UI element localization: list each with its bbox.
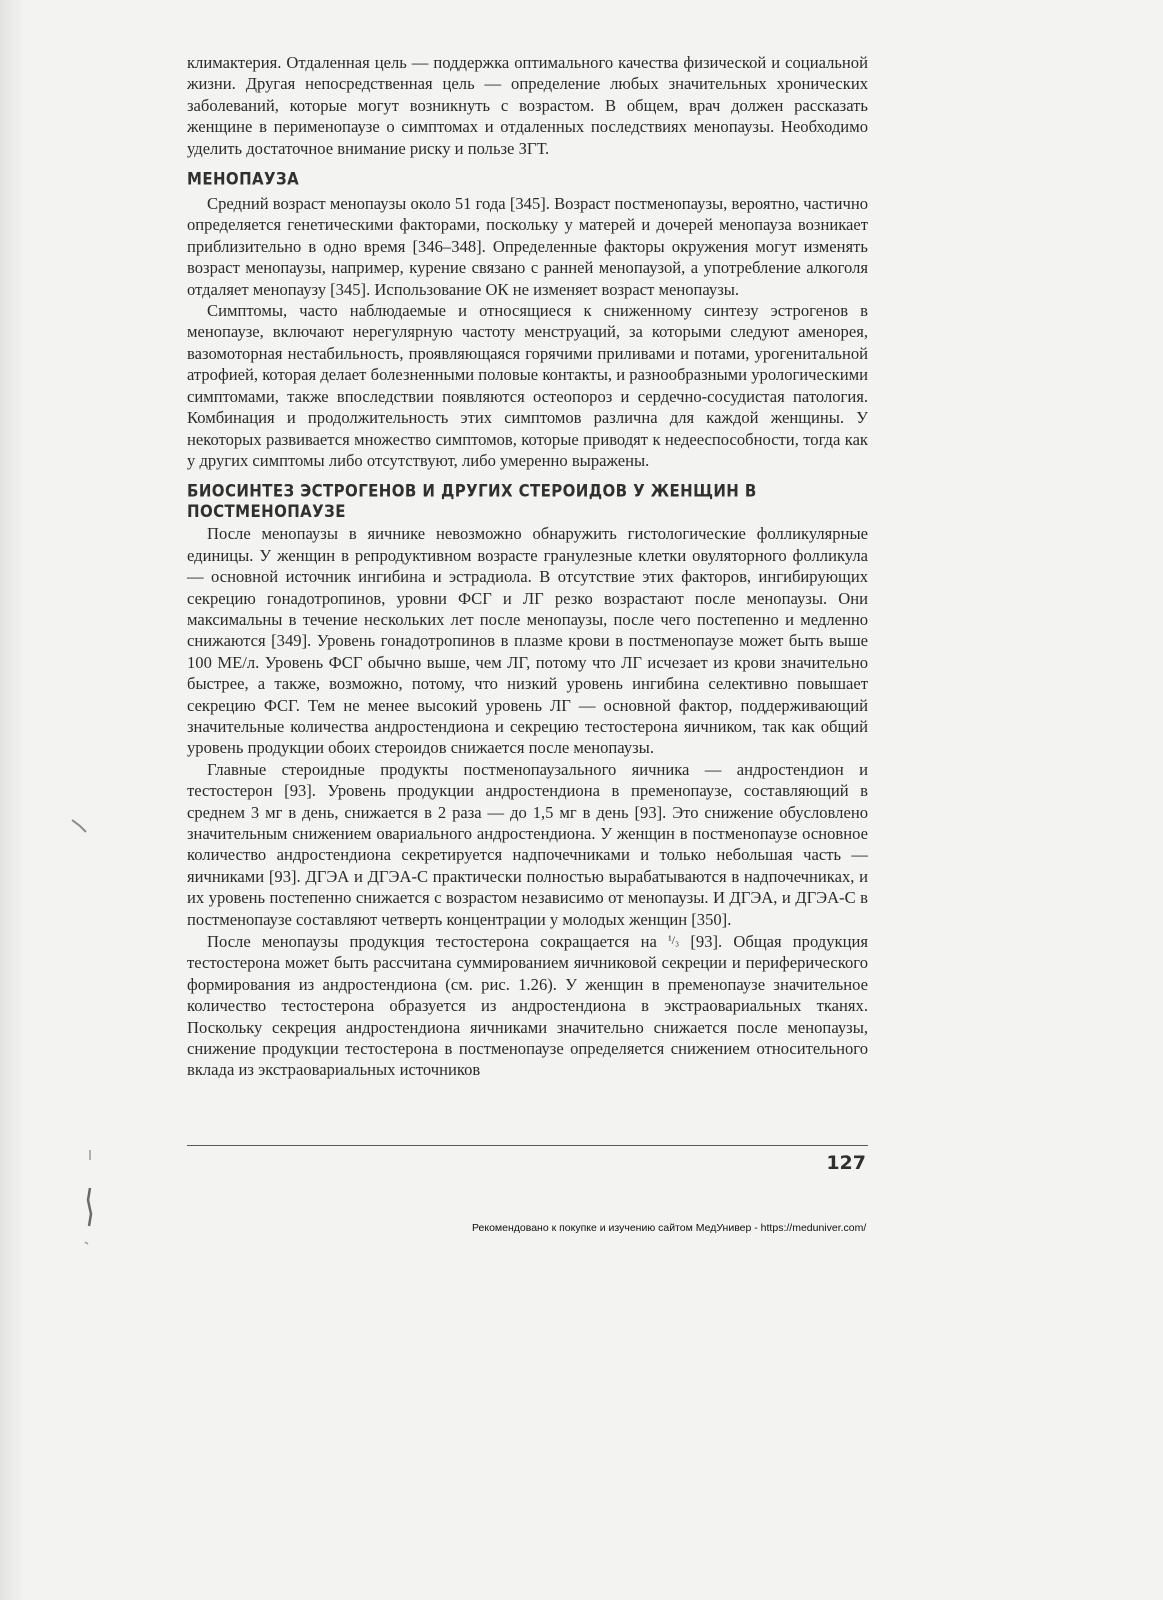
footer-divider <box>187 1145 868 1146</box>
scan-artifact-marks <box>0 0 120 1600</box>
intro-paragraph: климактерия. Отдаленная цель — поддержка оптимального качества физической и социальной жизни. Другая непосредственная цель — определение любых значительных хронических заболеваний, которые могут возникнуть с возрастом. В общем, врач должен рассказать женщине в перименопаузе о симптомах и отдаленных последствиях менопаузы. Необходимо уделить достаточное внимание риску и пользе ЗГТ. <box>187 53 868 158</box>
watermark-text: Рекомендовано к покупке и изучению сайтом МедУнивер - https://meduniver.com/ <box>472 1222 867 1234</box>
paragraph-testosterone <box>187 930 868 1081</box>
fraction-one-third: ¹/₃ <box>668 933 680 948</box>
paragraph-text-start: После менопаузы продукция тестостерона сокращается на <box>207 932 669 952</box>
paragraph: Симптомы, часто наблюдаемые и относящиеся к сниженному синтезу эстрогенов в менопаузе, включают нерегулярную частоту менструаций, за которыми следуют аменорея, вазомоторная нестабильность, проявляющаяся горячими приливами и потами, урогенитальной атрофией, которая делает болезненными половые контакты, и разнообразными урологическими симптомами, также впоследствии появляются остеопороз и сердечно-сосудистая патология. Комбинация и продолжительность этих симптомов различна для каждой женщины. У некоторых развивается множество симптомов, которые приводят к недееспособности, тогда как у других симптомы либо отсутствуют, либо умеренно выражены. <box>187 301 868 470</box>
paragraph: Средний возраст менопаузы около 51 года [345]. Возраст постменопаузы, вероятно, частично определяется генетическими факторами, поскольку у матерей и дочерей менопауза возникает приблизительно в одно время [346–348]. Определенные факторы окружения могут изменять возраст менопаузы, например, курение связано с ранней менопаузой, а употребление алкоголя отдаляет менопаузу [345]. Использование ОК не изменяет возраст менопаузы. <box>187 194 868 299</box>
page-body <box>187 52 868 1081</box>
section-heading-biosynthesis: БИОСИНТЕЗ ЭСТРОГЕНОВ И ДРУГИХ СТЕРОИДОВ У ЖЕНЩИН В ПОСТМЕНОПАУЗЕ <box>187 481 757 522</box>
paragraph: Главные стероидные продукты постменопаузального яичника — андростендион и тестостерон [93]. Уровень продукции андростендиона в пременопаузе, составляющий в среднем 3 мг в день, снижается в 2 раза — до 1,5 мг в день [93]. Это снижение обусловлено значительным снижением овариального андростендиона. У женщин в постменопаузе основное количество андростендиона секретируется надпочечниками и только небольшая часть — яичниками [93]. ДГЭА и ДГЭА-С практически полностью вырабатываются в надпочечниках, и их уровень постепенно снижается с возрастом независимо от менопаузы. И ДГЭА, и ДГЭА-С в постменопаузе составляют четверть концентрации у молодых женщин [350]. <box>187 759 868 929</box>
paragraph-text-end: [93]. Общая продукция тестостерона может быть рассчитана суммированием яичниковой секреции и периферического формирования из андростендиона (см. рис. 1.26). У женщин в пременопаузе значительное количество тестостерона образуется из андростендиона в экстраовариальных тканях. Поскольку секреция андростендиона яичниками значительно снижается после менопаузы, снижение продукции тестостерона в постменопаузе определяется снижением относительного вклада из экстраовариальных источников <box>187 932 868 1080</box>
page-number: 127 <box>826 1152 866 1174</box>
paragraph: После менопаузы в яичнике невозможно обнаружить гистологические фолликулярные единицы. У женщин в репродуктивном возрасте гранулезные клетки овуляторного фолликула — основной источник ингибина и эстрадиола. В отсутствие этих факторов, ингибирующих секрецию гонадотропинов, уровни ФСГ и ЛГ резко возрастают после менопаузы. Они максимальны в течение нескольких лет после менопаузы, после чего постепенно и медленно снижаются [349]. Уровень гонадотропинов в плазме крови в постменопаузе может быть выше 100 МЕ/л. Уровень ФСГ обычно выше, чем ЛГ, потому что ЛГ исчезает из крови значительно быстрее, а также, возможно, потому, что низкий уровень ингибина селективно повышает секрецию ФСГ. Тем не менее высокий уровень ЛГ — основной фактор, поддерживающий значительные количества андростендиона и секрецию тестостерона яичником, так как общий уровень продукции обоих стероидов снижается после менопаузы. <box>187 524 868 758</box>
section-heading-menopause: МЕНОПАУЗА <box>187 169 300 190</box>
